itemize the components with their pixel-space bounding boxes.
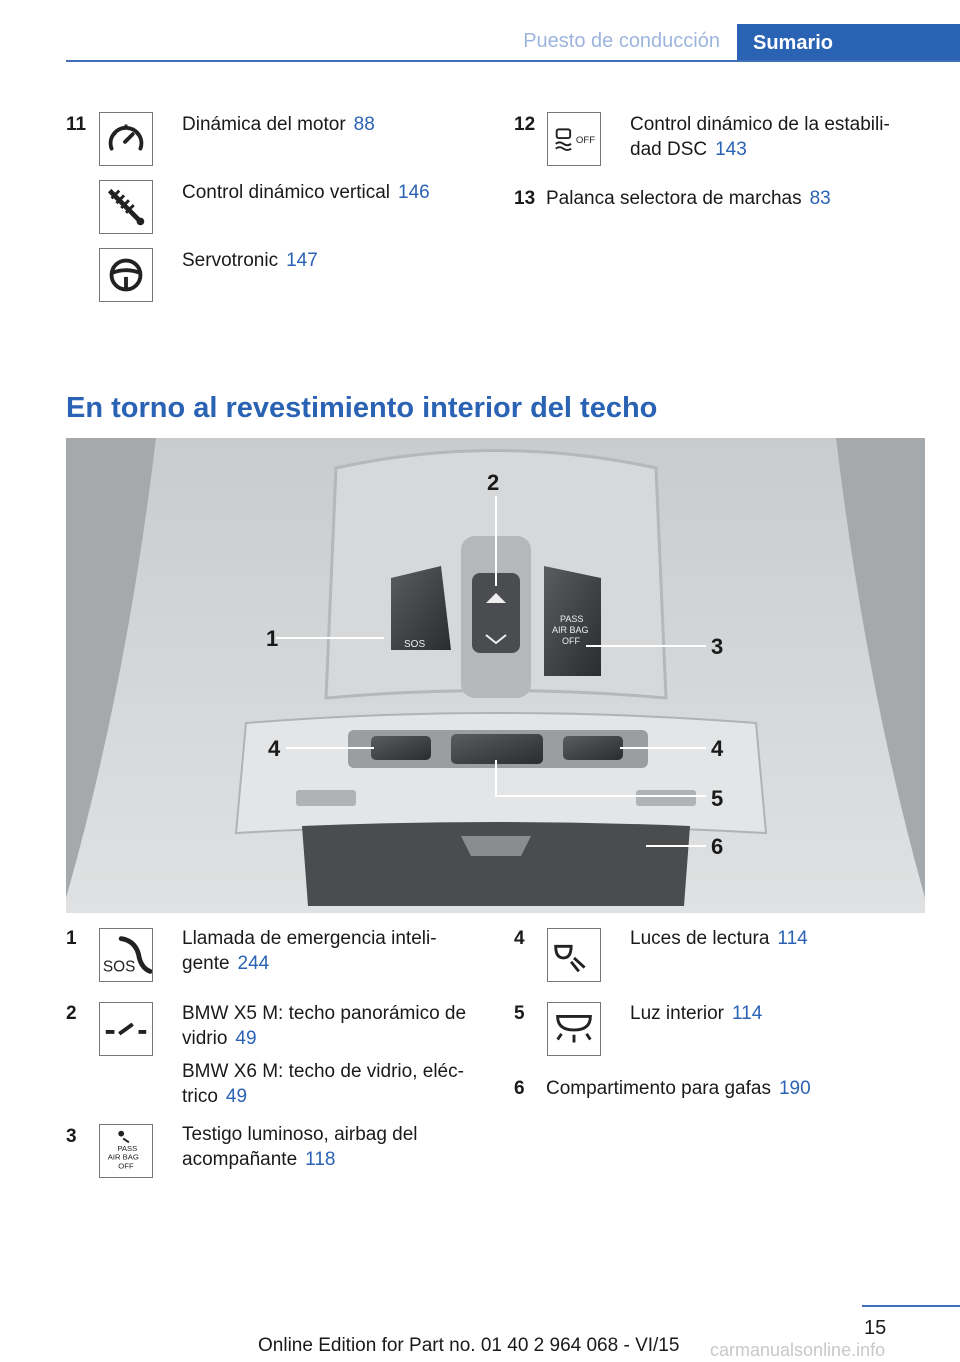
page-ref[interactable]: 114 [732,1003,763,1024]
sunroof-icon [99,1002,153,1056]
dsc-off-icon [547,112,601,166]
vertical-dynamics-icon [99,180,153,234]
item-3-airbag-light: Testigo luminoso, airbag del acompañante 118 [182,1124,418,1170]
page-ref[interactable]: 49 [235,1028,257,1049]
item-1-emergency-call: Llamada de emergencia inteli- gente 244 [182,928,437,974]
page-ref[interactable]: 143 [715,139,747,160]
page-ref[interactable]: 146 [398,182,430,203]
watermark: carmanualsonline.info [710,1340,886,1360]
item-2-glass-roof: BMW X5 M: techo panorámico de vidrio 49 BMW X6 M: techo de vidrio, eléc- trico 49 [182,1003,467,1107]
item-number-6: 6 [514,1078,525,1099]
engine-dynamics-icon [99,112,153,166]
callout-4-left: 4 [268,736,281,761]
overhead-console-photo [66,438,925,913]
page-ref[interactable]: 114 [777,928,808,949]
callout-2: 2 [487,470,500,495]
svg-text:AIR BAG: AIR BAG [552,625,589,635]
item-11-vertical-dynamics: Control dinámico vertical 146 [182,182,430,203]
page-ref[interactable]: 147 [286,250,318,271]
callout-3: 3 [711,634,724,659]
item-11-servotronic: Servotronic 147 [182,250,318,271]
item-number-12: 12 [514,114,536,135]
interior-light-icon [547,1002,601,1056]
header-rule [66,60,960,62]
reading-light-icon [547,928,601,982]
item-6-glasses-compartment: Compartimento para gafas 190 [546,1078,811,1099]
section-title: En torno al revestimiento interior del techo [66,392,658,424]
page-ref[interactable]: 49 [225,1086,248,1107]
sos-phone-icon [99,928,153,982]
callout-1: 1 [266,626,279,651]
item-number-1: 1 [66,928,77,949]
callout-5: 5 [711,786,724,811]
svg-text:AIR BAG: AIR BAG [107,1152,139,1162]
item-number-2: 2 [66,1003,77,1024]
svg-text:SOS: SOS [102,958,136,976]
item-number-4: 4 [514,928,525,949]
callout-6: 6 [711,834,724,859]
svg-text:PASS: PASS [560,614,584,624]
page-ref[interactable]: 190 [778,1078,811,1099]
sos-button-label: SOS [404,639,426,650]
svg-text:OFF: OFF [562,636,580,646]
item-number-3: 3 [66,1126,77,1147]
page-number: 15 [864,1317,887,1339]
item-11-engine-dynamics: Dinámica del motor 88 [182,114,375,135]
steering-wheel-icon [99,248,153,302]
svg-text:OFF: OFF [118,1161,134,1171]
footer-rule [862,1305,960,1307]
edition-note: Online Edition for Part no. 01 40 2 964 068 - VI/15 [258,1335,680,1356]
item-13-gear-selector: Palanca selectora de marchas 83 [546,188,831,209]
page-ref[interactable]: 88 [353,114,375,135]
passenger-airbag-off-icon [99,1124,153,1178]
item-number-13: 13 [514,188,536,209]
header-tab-sumario[interactable]: Sumario [737,24,960,62]
page-ref[interactable]: 83 [809,188,831,209]
item-5-interior-light: Luz interior 114 [630,1003,763,1024]
item-4-reading-lights: Luces de lectura 114 [630,928,808,949]
page-ref[interactable]: 118 [305,1149,336,1170]
item-12-dsc: Control dinámico de la estabili- dad DSC 143 [630,114,890,160]
svg-text:PASS: PASS [117,1144,138,1153]
header-breadcrumb[interactable]: Puesto de conducción [523,30,720,52]
page-ref[interactable]: 244 [237,953,270,974]
callout-4-right: 4 [711,736,724,761]
item-number-11: 11 [66,114,87,135]
svg-text:OFF: OFF [575,134,596,146]
item-number-5: 5 [514,1003,525,1024]
